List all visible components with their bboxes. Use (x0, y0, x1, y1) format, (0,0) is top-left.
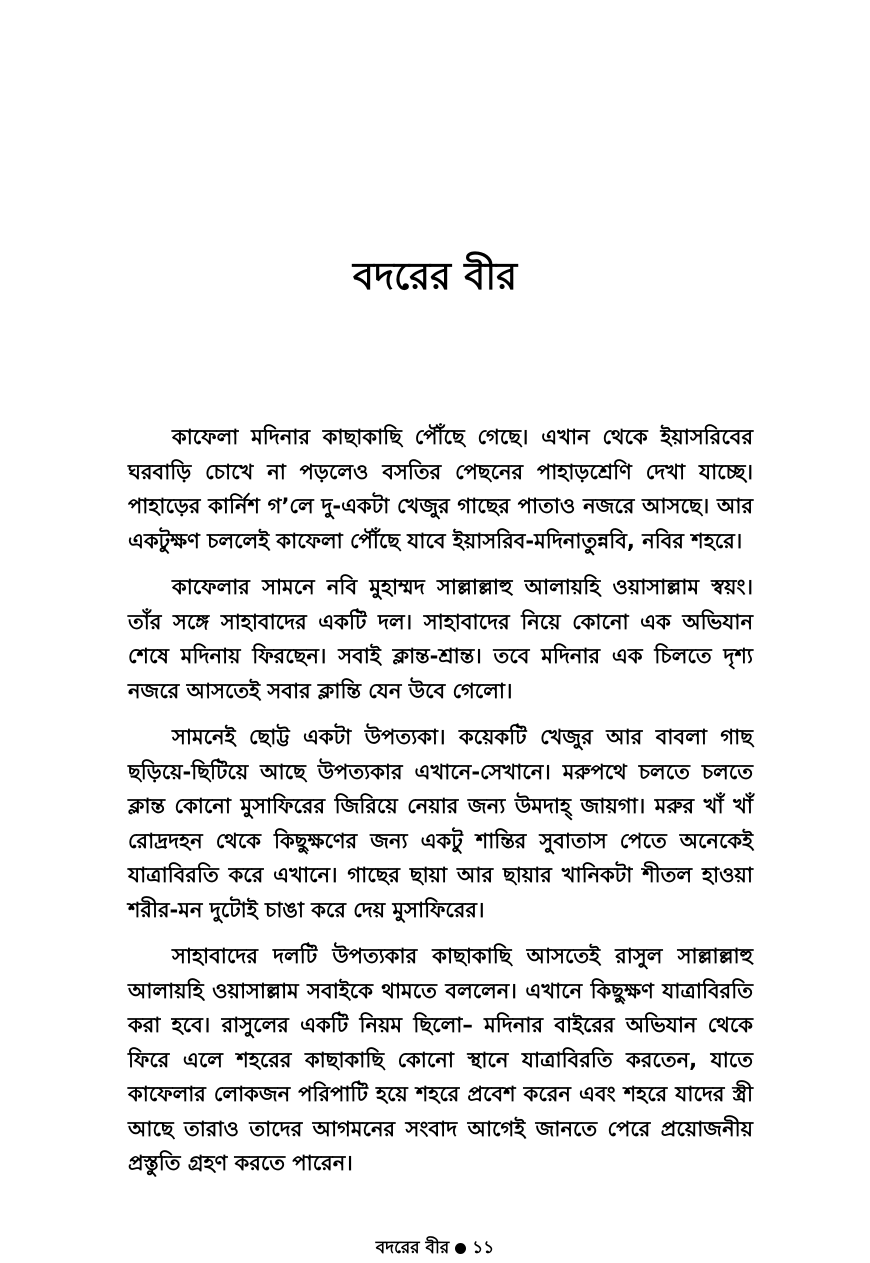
bullet-dot-icon (455, 1243, 466, 1254)
body-text (128, 420, 753, 1193)
running-title: বদরের বীর (375, 1238, 450, 1258)
paragraph-4: সাহাবাদের দলটি উপত্যকার কাছাকাছি আসতেই রাসুল সাল্লাল্লাহু আলায়হি ওয়াসাল্লাম সবাইকে থামতে বললেন। এখানে কিছুক্ষণ যাত্রাবিরতি করা হবে। রাসুলের একটি নিয়ম ছিলো– মদিনার বাইরের অভিযান থেকে ফিরে এলে শহরের কাছাকাছি কোনো স্থানে যাত্রাবিরতি করতেন, যাতে কাফেলার লোকজন পরিপাটি হয়ে শহরে প্রবেশ করেন এবং শহরে যাদের স্ত্রী আছে তারাও তাদের আগমনের সংবাদ আগেই জানতে পেরে প্রয়োজনীয় প্রস্তুতি গ্রহণ করতে পারেন। (128, 944, 753, 1175)
paragraph-1: কাফেলা মদিনার কাছাকাছি পৌঁছে গেছে। এখান থেকে ইয়াসরিবের ঘরবাড়ি চোখে না পড়লেও বসতির পেছনের পাহাড়শ্রেণি দেখা যাচ্ছে। পাহাড়ের কার্নিশ গ’লে দু-একটা খেজুর গাছের পাতাও নজরে আসছে। আর একটুক্ষণ চললেই কাফেলা পৌঁছে যাবে ইয়াসরিব-মদিনাতুন্নবি, নবির শহরে। (128, 425, 753, 553)
chapter-title: বদরের বীর (352, 254, 518, 298)
page-number: ১১ (472, 1238, 495, 1258)
page-footer (0, 1237, 870, 1259)
paragraph-2: কাফেলার সামনে নবি মুহাম্মদ সাল্লাল্লাহু আলায়হি ওয়াসাল্লাম স্বয়ং। তাঁর সঙ্গে সাহাবাদের একটি দল। সাহাবাদের নিয়ে কোনো এক অভিযান শেষে মদিনায় ফিরছেন। সবাই ক্লান্ত-শ্রান্ত। তবে মদিনার এক চিলতে দৃশ্য নজরে আসতেই সবার ক্লান্তি যেন উবে গেলো। (128, 575, 753, 703)
paragraph-3: সামনেই ছোট্ট একটা উপত্যকা। কয়েকটি খেজুর আর বাবলা গাছ ছড়িয়ে-ছিটিয়ে আছে উপত্যকার এখানে-সেখানে। মরুপথে চলতে চলতে ক্লান্ত কোনো মুসাফিরের জিরিয়ে নেয়ার জন্য উমদাহ্ জায়গা। মরুর খাঁ খাঁ রোদ্রদহন থেকে কিছুক্ষণের জন্য একটু শান্তির সুবাতাস পেতে অনেকেই যাত্রাবিরতি করে এখানে। গাছের ছায়া আর ছায়ার খানিকটা শীতল হাওয়া শরীর-মন দুটোই চাঙা করে দেয় মুসাফিরের। (128, 725, 753, 922)
